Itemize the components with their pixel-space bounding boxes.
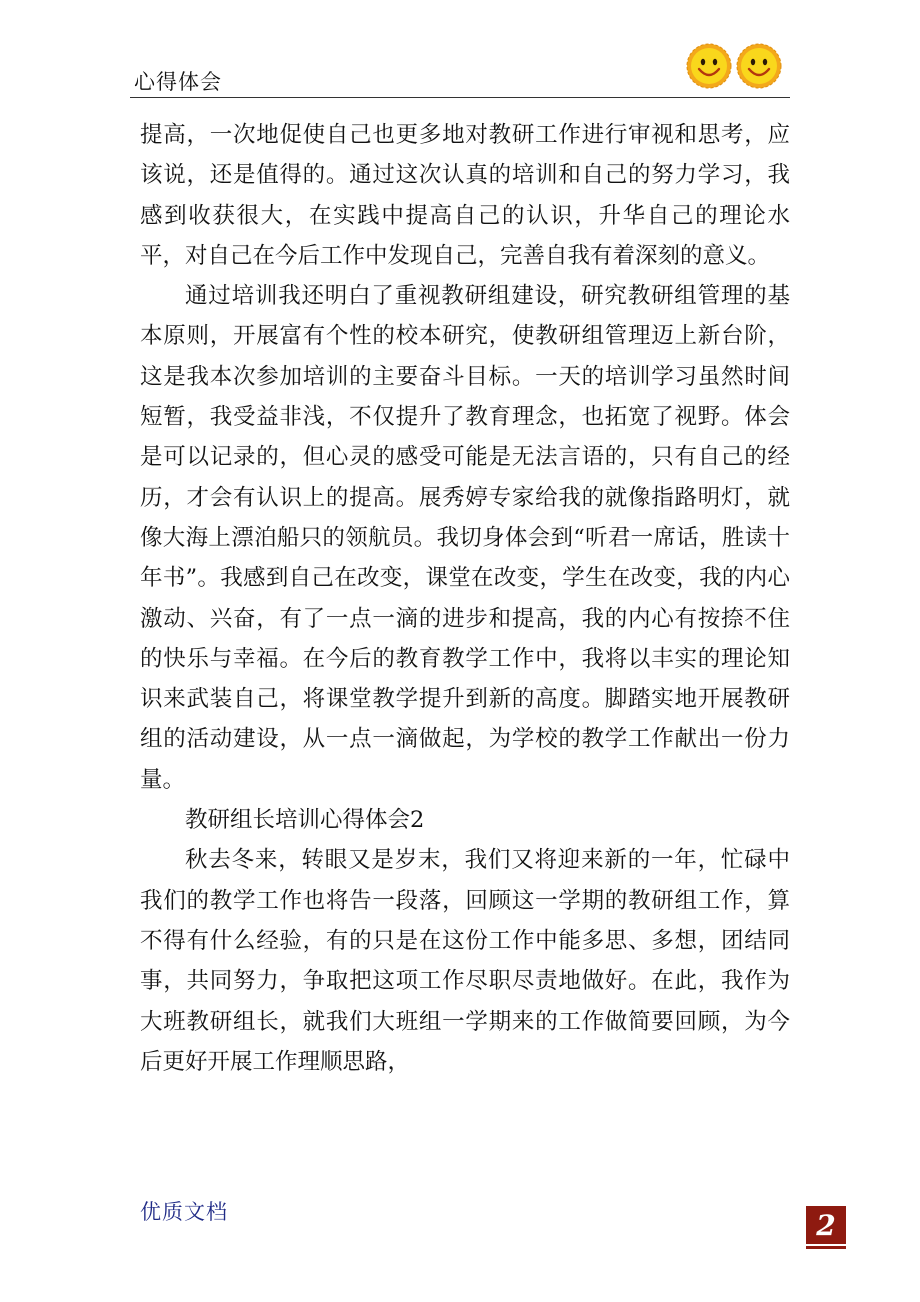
document-body (140, 115, 790, 1082)
header-title: 心得体会 (134, 70, 222, 94)
paragraph-2: 通过培训我还明白了重视教研组建设，研究教研组管理的基本原则，开展富有个性的校本研究，使教研组管理迈上新台阶，这是我本次参加培训的主要奋斗目标。一天的培训学习虽然时间短暂，我受益非浅，不仅提升了教育理念，也拓宽了视野。体会是可以记录的，但心灵的感受可能是无法言语的，只有自己的经历，才会有认识上的提高。展秀婷专家给我的就像指路明灯，就像大海上漂泊船只的领航员。我切身体会到“听君一席话，胜读十年书”。我感到自己在改变，课堂在改变，学生在改变，我的内心激动、兴奋，有了一点一滴的进步和提高，我的内心有按捺不住的快乐与幸福。在今后的教育教学工作中，我将以丰实的理论知识来武装自己，将课堂教学提升到新的高度。脚踏实地开展教研组的活动建设，从一点一滴做起，为学校的教学工作献出一份力量。 (140, 283, 790, 793)
section-heading: 教研组长培训心得体会2 (185, 807, 425, 834)
smiley-face-icon (687, 44, 731, 88)
footer-label: 优质文档 (140, 1200, 228, 1224)
smiley-face-icon (737, 44, 781, 88)
page-number-underline (806, 1246, 846, 1249)
paragraph-1: 提高，一次地促使自己也更多地对教研工作进行审视和思考，应该说，还是值得的。通过这次认真的培训和自己的努力学习，我感到收获很大，在实践中提高自己的认识，升华自己的理论水平，对自己在今后工作中发现自己，完善自我有着深刻的意义。 (140, 122, 790, 269)
header-divider (130, 97, 790, 98)
page-number: 2 (806, 1206, 846, 1244)
header-decoration (684, 42, 784, 92)
paragraph-3: 秋去冬来，转眼又是岁末，我们又将迎来新的一年，忙碌中我们的教学工作也将告一段落，回顾这一学期的教研组工作，算不得有什么经验，有的只是在这份工作中能多思、多想，团结同事，共同努力，争取把这项工作尽职尽责地做好。在此，我作为大班教研组长，就我们大班组一学期来的工作做简要回顾，为今后更好开展工作理顺思路， (140, 847, 790, 1075)
